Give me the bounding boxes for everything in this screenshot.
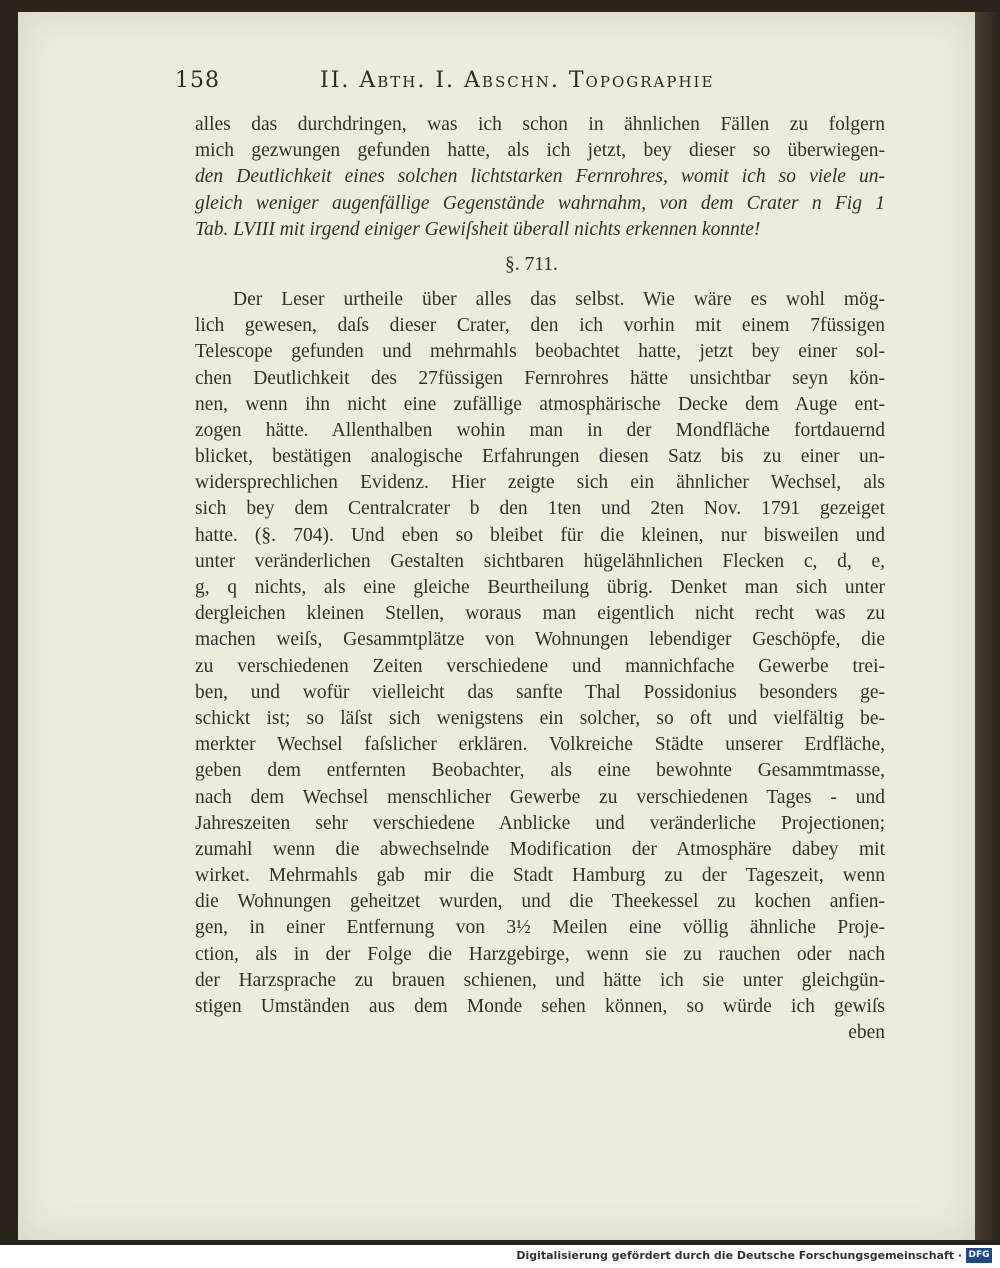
text-line: schickt ist; so läſst sich wenigstens ein solcher, so oft und vielfältig be- [195,707,885,729]
text-line: Tab. LVIII mit irgend einiger Gewiſsheit überall nichts erkennen konnte! [195,218,761,240]
text-line: gleich weniger augenfällige Gegenstände wahrnahm, von dem Crater n Fig 1 [195,192,885,214]
text-line: nen, wenn ihn nicht eine zufällige atmosphärische Decke dem Auge ent- [195,393,885,415]
page-edge-shadow [975,12,1000,1240]
page-header [175,64,880,104]
text-line: stigen Umständen aus dem Monde sehen können, so würde ich gewiſs [195,996,885,1017]
text-line: g, q nichts, als eine gleiche Beurtheilung übrig. Denket man sich unter [195,577,885,598]
text-line: chen Deutlichkeit des 27füssigen Fernrohres hätte unsichtbar seyn kön- [195,367,885,389]
text-line: Der Leser urtheile über alles das selbst. Wie wäre es wohl mög- [233,288,885,310]
text-line: ction, als in der Folge die Harzgebirge, wenn sie zu rauchen oder nach [195,943,885,965]
catchword: eben [848,1022,885,1044]
text-line: mich gezwungen gefunden hatte, als ich jetzt, bey dieser so überwiegen- [195,140,885,162]
text-line: wirket. Mehrmahls gab mir die Stadt Hamburg zu der Tageszeit, wenn [195,865,885,887]
text-line: Jahreszeiten sehr verschiedene Anblicke und veränderliche Projectionen; [195,812,885,834]
dfg-logo[interactable]: DFG [966,1248,992,1263]
text-line: lich gewesen, daſs dieser Crater, den ich vorhin mit einem 7füssigen [195,315,885,337]
text-line: der Harzsprache zu brauen schienen, und hätte ich sie unter gleichgün- [195,969,885,991]
body-text [195,112,885,1046]
text-line: blicket, bestätigen analogische Erfahrungen diesen Satz bis zu einer un- [195,446,885,468]
running-head: II. Abth. I. Abschn. Topographie [320,68,715,93]
text-line: die Wohnungen geheitzet wurden, und die Theekessel zu kochen anfien- [195,891,885,913]
text-line: dergleichen kleinen Stellen, woraus man eigentlich nicht recht was zu [195,603,885,625]
funding-credit: Digitalisierung gefördert durch die Deutsche Forschungsgemeinschaft · [516,1249,962,1262]
text-line: merkter Wechsel faſslicher erklären. Volkreiche Städte unserer Erdfläche, [195,734,885,756]
text-line: gen, in einer Entfernung von 3½ Meilen eine völlig ähnliche Proje- [195,917,885,939]
text-line: Telescope gefunden und mehrmahls beobachtet hatte, jetzt bey einer sol- [195,341,885,363]
text-line: nach dem Wechsel menschlicher Gewerbe zu verschiedenen Tages - und [195,786,885,808]
text-line: geben dem entfernten Beobachter, als eine bewohnte Gesammtmasse, [195,760,885,782]
text-line: zogen hätte. Allenthalben wohin man in der Mondfläche fortdauernd [195,419,885,441]
text-line: den Deutlichkeit eines solchen lichtstarken Fernrohres, womit ich so viele un- [195,166,885,188]
page-number: 158 [175,68,220,93]
text-line: widersprechlichen Evidenz. Hier zeigte sich ein ähnlicher Wechsel, als [195,472,885,494]
text-line: unter veränderlichen Gestalten sichtbaren hügelähnlichen Flecken c, d, e, [195,550,885,572]
text-line: sich bey dem Centralcrater b den 1ten und 2ten Nov. 1791 gezeiget [195,498,885,520]
text-line: zumahl wenn die abwechselnde Modification der Atmosphäre dabey mit [195,838,885,860]
text-line: alles das durchdringen, was ich schon in ähnlichen Fällen zu folgern [195,114,885,135]
text-line: hatte. (§. 704). Und eben so bleibet für die kleinen, nur bisweilen und [195,524,885,546]
digitization-footer [0,1245,1000,1268]
section-heading: §. 711. [505,253,558,275]
text-line: zu verschiedenen Zeiten verschiedene und mannichfache Gewerbe trei- [195,655,885,677]
text-line: ben, und wofür vielleicht das sanfte Thal Possidonius besonders ge- [195,681,885,703]
text-line: machen weiſs, Gesammtplätze von Wohnungen lebendiger Geschöpfe, die [195,629,885,651]
